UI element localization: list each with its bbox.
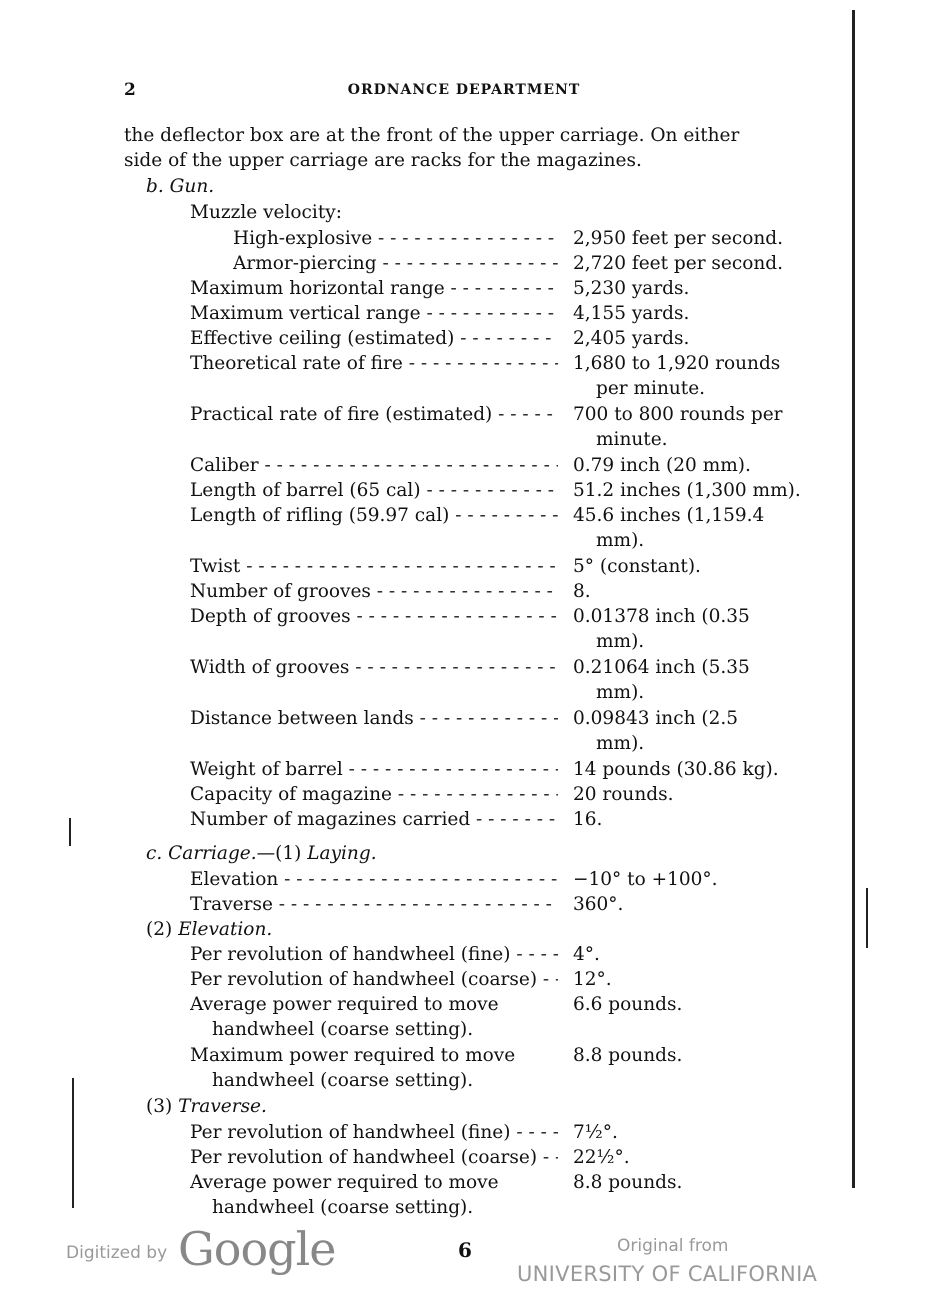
spec-row-continuation [0, 1017, 935, 1042]
spec-row-continuation [0, 1068, 935, 1093]
spec-value: 5° (constant). [573, 556, 701, 577]
elevation-heading [146, 917, 272, 942]
spec-value: 7½°. [573, 1122, 618, 1143]
spec-row [0, 967, 935, 992]
spec-row [0, 402, 935, 427]
spec-value: 51.2 inches (1,300 mm). [573, 480, 801, 501]
spec-value-continuation: mm). [596, 733, 645, 754]
section-c-sub1: —(1) [256, 843, 302, 864]
elevation-title: Elevation. [178, 919, 273, 940]
spec-value: −10° to +100°. [573, 869, 718, 890]
intro-line-1: the deflector box are at the front of the upper carriage. On either [124, 125, 740, 146]
spec-label: Average power required to move [190, 1172, 499, 1193]
spec-row [0, 1043, 935, 1068]
running-head: ORDNANCE DEPARTMENT [347, 82, 581, 98]
university-text: UNIVERSITY OF CALIFORNIA [517, 1262, 818, 1286]
spec-label: Twist - - - [190, 554, 558, 579]
spec-value-continuation: per minute. [596, 378, 706, 399]
spec-label: Width of grooves - - - [190, 655, 558, 680]
spec-row [0, 453, 935, 478]
spec-value: 6.6 pounds. [573, 994, 683, 1015]
header-page-number: 2 [124, 80, 136, 100]
spec-value: 0.09843 inch (2.5 [573, 708, 739, 729]
spec-row [0, 1145, 935, 1170]
spec-row-continuation [0, 427, 935, 452]
spec-value: 2,720 feet per second. [573, 253, 783, 274]
spec-label: Number of grooves - - - [190, 579, 558, 604]
muzzle-velocity-label: Muzzle velocity: [190, 202, 342, 223]
spec-row [0, 655, 935, 680]
traverse-heading [146, 1094, 267, 1119]
spec-row [0, 992, 935, 1017]
spec-label: Practical rate of fire (estimated) - - - [190, 402, 558, 427]
section-b-heading [146, 174, 214, 199]
spec-row [0, 1120, 935, 1145]
spec-label: Per revolution of handwheel (fine) - - - [190, 942, 558, 967]
spec-label: Depth of grooves - - - [190, 604, 558, 629]
spec-label: Per revolution of handwheel (coarse) - - - [190, 1145, 558, 1170]
spec-value: 8. [573, 581, 591, 602]
section-c-letter: c. [146, 843, 163, 864]
spec-value: 22½°. [573, 1147, 630, 1168]
spec-value: 4°. [573, 944, 600, 965]
spec-row [0, 942, 935, 967]
spec-label: Capacity of magazine - - - [190, 782, 558, 807]
spec-row-continuation [0, 528, 935, 553]
spec-label: Distance between lands - - - [190, 706, 558, 731]
spec-value: 5,230 yards. [573, 278, 690, 299]
spec-label: Elevation - - - [190, 867, 558, 892]
spec-label: Length of rifling (59.97 cal) - - - [190, 503, 558, 528]
google-logo: Google [178, 1222, 336, 1276]
spec-row [0, 892, 935, 917]
traverse-number: (3) [146, 1096, 173, 1117]
spec-row-continuation [0, 629, 935, 654]
spec-value: 1,680 to 1,920 rounds [573, 353, 781, 374]
spec-label-continuation: handwheel (coarse setting). [212, 1197, 474, 1218]
spec-value: 14 pounds (30.86 kg). [573, 759, 779, 780]
spec-label: Per revolution of handwheel (coarse) - - - [190, 967, 558, 992]
footer-page-number: 6 [458, 1238, 472, 1262]
spec-row-continuation [0, 1195, 935, 1220]
spec-value: 12°. [573, 969, 612, 990]
spec-value: 360°. [573, 894, 624, 915]
spec-row [0, 1170, 935, 1195]
spec-row [0, 301, 935, 326]
spec-value: 45.6 inches (1,159.4 [573, 505, 765, 526]
elevation-number: (2) [146, 919, 173, 940]
traverse-title: Traverse. [178, 1096, 267, 1117]
spec-row [0, 276, 935, 301]
spec-row-continuation [0, 731, 935, 756]
spec-row [0, 604, 935, 629]
spec-value: 8.8 pounds. [573, 1045, 683, 1066]
spec-row [0, 351, 935, 376]
spec-value: 4,155 yards. [573, 303, 690, 324]
spec-row [0, 326, 935, 351]
spec-value: 2,405 yards. [573, 328, 690, 349]
spec-value: 16. [573, 809, 603, 830]
spec-row-continuation [0, 680, 935, 705]
spec-value-continuation: mm). [596, 682, 645, 703]
spec-label: Number of magazines carried - - - [190, 807, 558, 832]
spec-label: Average power required to move [190, 994, 499, 1015]
spec-row [0, 503, 935, 528]
spec-row-continuation [0, 376, 935, 401]
section-c-title: Carriage. [168, 843, 257, 864]
spec-value: 0.79 inch (20 mm). [573, 455, 751, 476]
spec-row [0, 226, 935, 251]
spec-label: High-explosive - - - [233, 226, 558, 251]
spec-value-continuation: mm). [596, 530, 645, 551]
spec-label: Traverse - - - [190, 892, 558, 917]
spec-row [0, 782, 935, 807]
spec-label: Weight of barrel - - - [190, 757, 558, 782]
spec-value: 0.01378 inch (0.35 [573, 606, 750, 627]
spec-value-continuation: minute. [596, 429, 668, 450]
spec-label: Theoretical rate of fire - - - [190, 351, 558, 376]
spec-value: 20 rounds. [573, 784, 674, 805]
spec-value: 0.21064 inch (5.35 [573, 657, 750, 678]
spec-value: 8.8 pounds. [573, 1172, 683, 1193]
spec-row [0, 579, 935, 604]
section-b-title: Gun. [169, 176, 215, 197]
spec-label: Length of barrel (65 cal) - - - [190, 478, 558, 503]
spec-row [0, 807, 935, 832]
spec-row [0, 554, 935, 579]
spec-row [0, 867, 935, 892]
section-c-sub1-title: Laying. [307, 843, 377, 864]
spec-label-continuation: handwheel (coarse setting). [212, 1019, 474, 1040]
spec-label: Per revolution of handwheel (fine) - - - [190, 1120, 558, 1145]
section-b-letter: b. [146, 176, 164, 197]
original-from-text: Original from [617, 1236, 729, 1256]
spec-label: Maximum horizontal range - - - [190, 276, 558, 301]
spec-row [0, 706, 935, 731]
spec-row [0, 478, 935, 503]
intro-line-2: side of the upper carriage are racks for the magazines. [124, 150, 642, 171]
spec-label: Effective ceiling (estimated) - - - [190, 326, 558, 351]
spec-label: Caliber - - - [190, 453, 558, 478]
spec-label: Armor-piercing - - - [233, 251, 558, 276]
digitized-by-text: Digitized by [66, 1243, 168, 1263]
section-c-heading [146, 841, 377, 866]
spec-value-continuation: mm). [596, 631, 645, 652]
spec-value: 700 to 800 rounds per [573, 404, 783, 425]
spec-row [0, 757, 935, 782]
spec-value: 2,950 feet per second. [573, 228, 783, 249]
page-header [124, 80, 804, 102]
spec-label-continuation: handwheel (coarse setting). [212, 1070, 474, 1091]
spec-label: Maximum power required to move [190, 1045, 516, 1066]
spec-label: Maximum vertical range - - - [190, 301, 558, 326]
spec-row [0, 251, 935, 276]
